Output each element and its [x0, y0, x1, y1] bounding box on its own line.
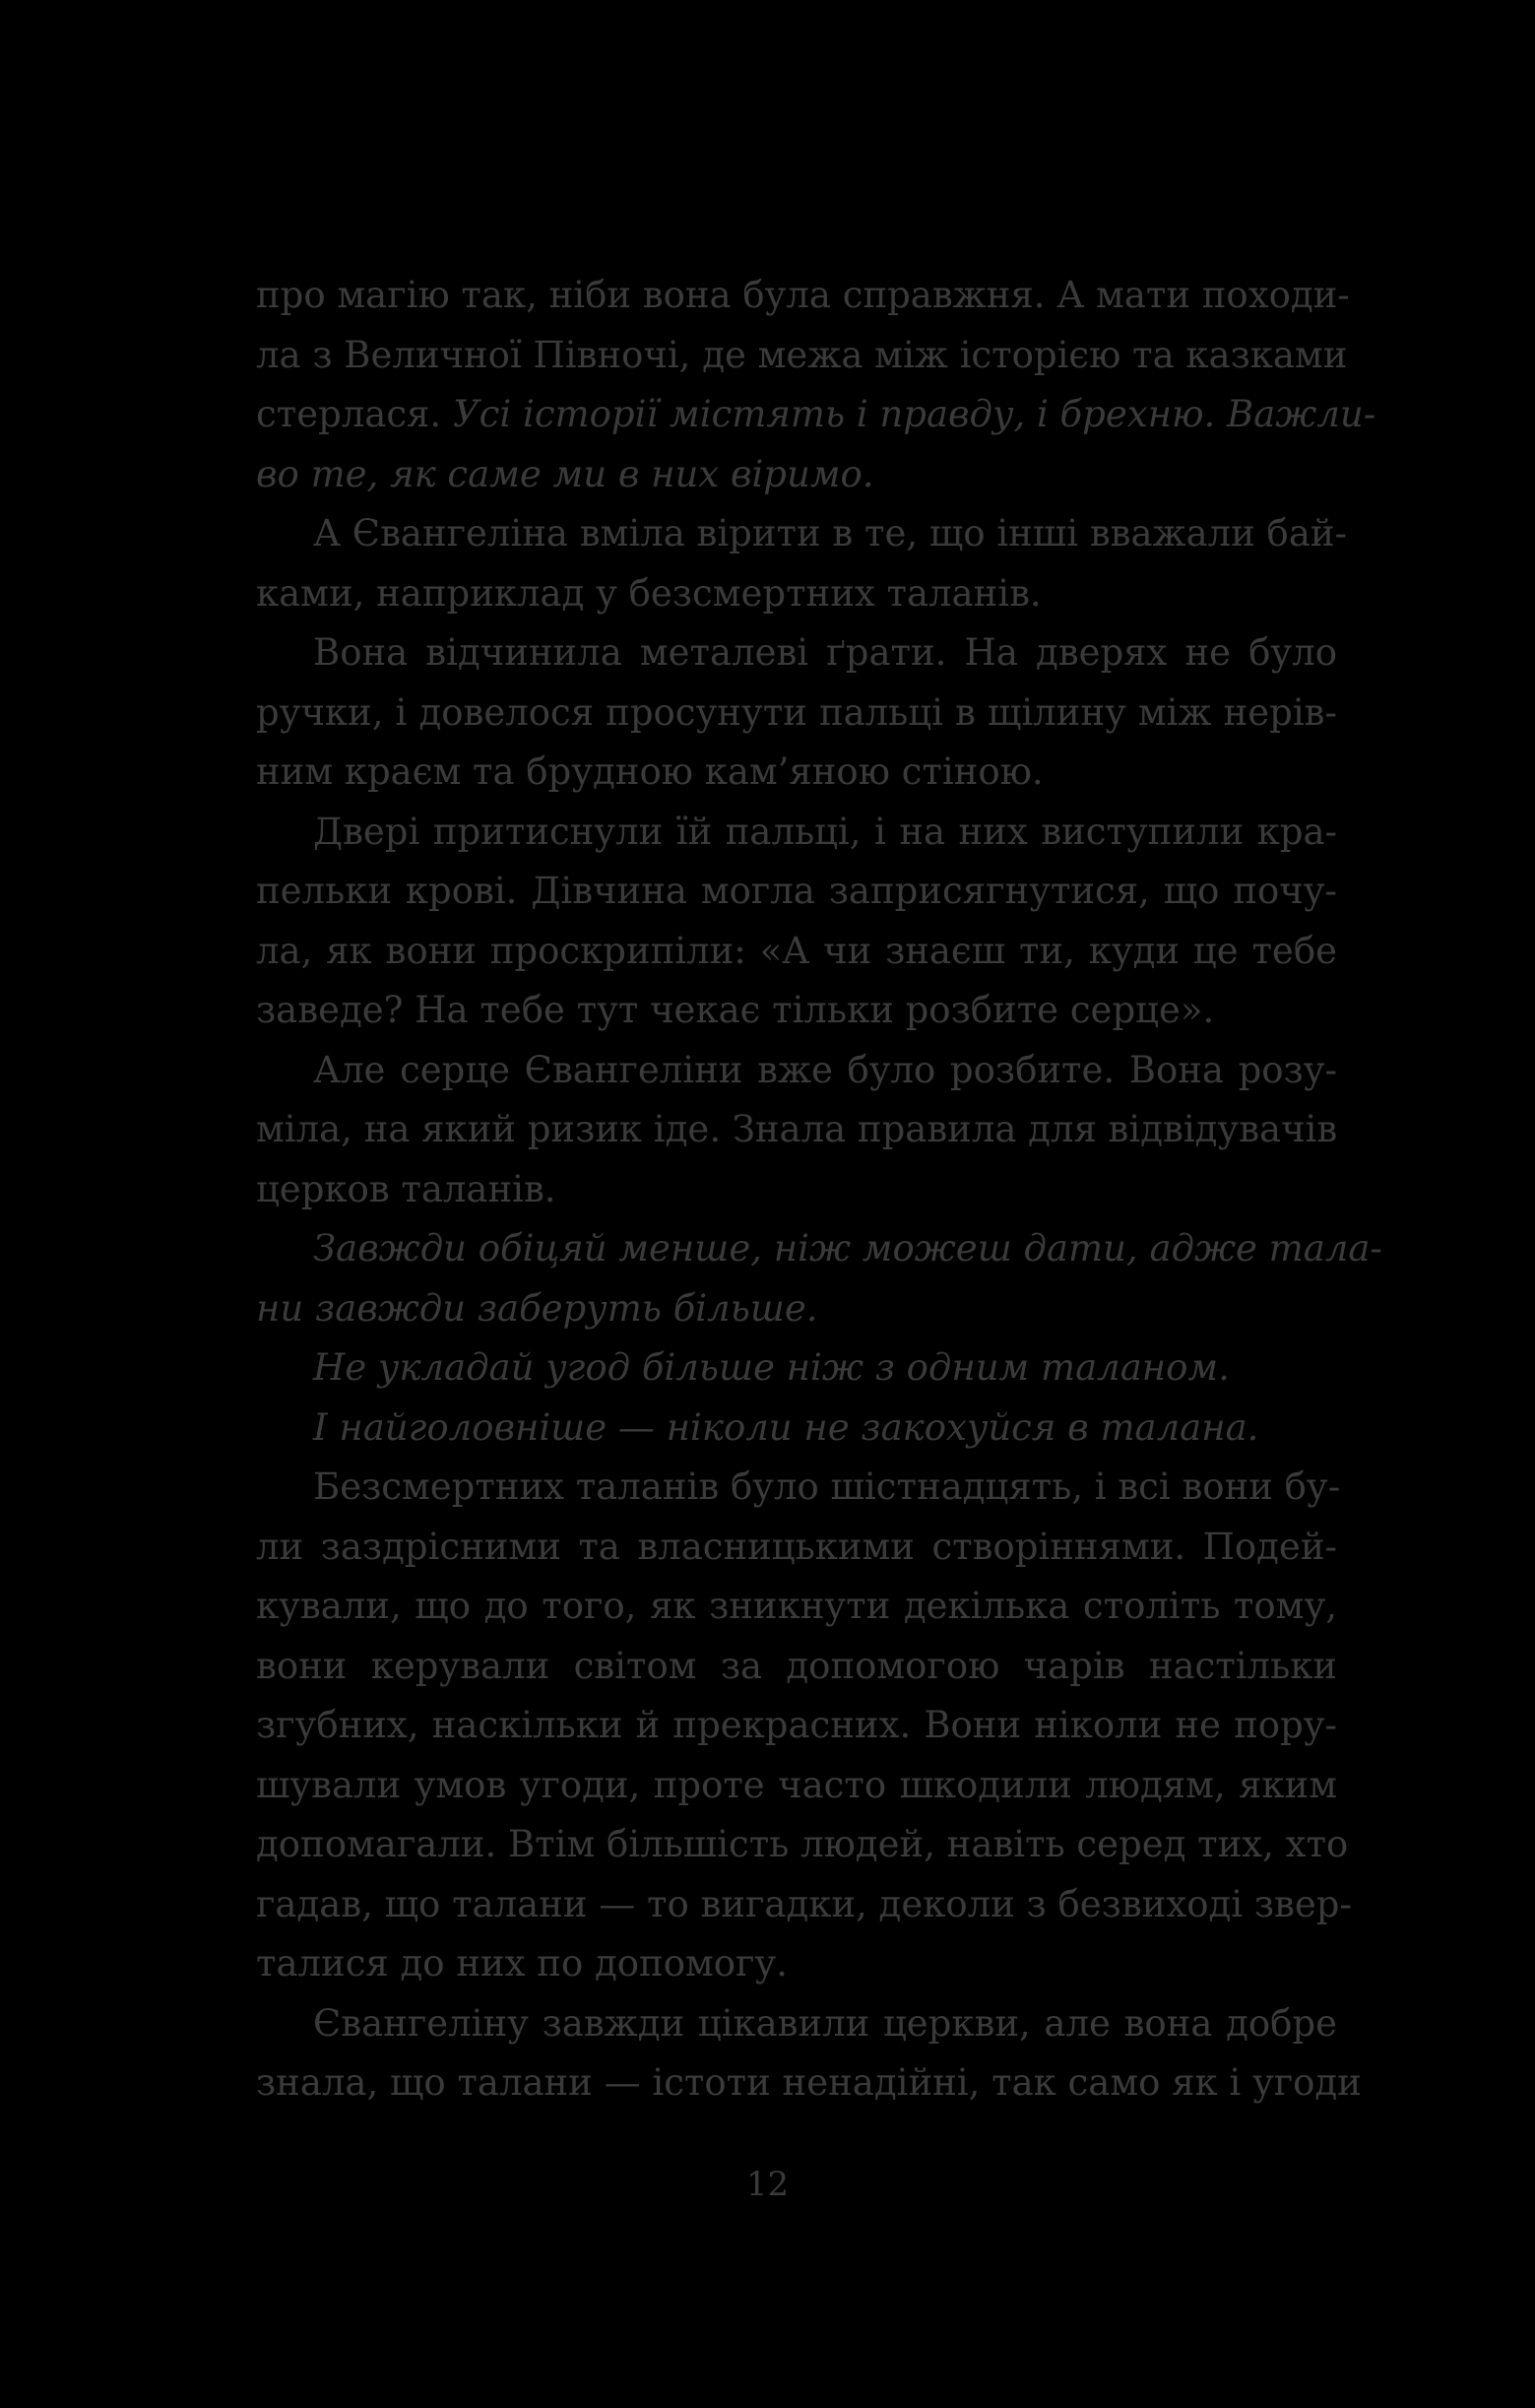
text-run: про магію так, ніби вона була справжня. А мати походи-	[256, 274, 1350, 316]
text-line	[256, 1279, 1337, 1339]
text-run: знала, що талани — істоти ненадійні, так само як і угоди	[256, 2061, 1362, 2104]
text-line	[256, 981, 1337, 1041]
italic-text-run: Завжди обіцяй менше, ніж можеш дати, адже тала-	[313, 1227, 1382, 1269]
text-run: ла з Величної Півночі, де межа між історією та казками	[256, 333, 1348, 376]
page-number: 12	[745, 2165, 790, 2204]
text-run: вони керували світом за допомогою чарів настільки	[256, 1644, 1337, 1687]
text-line	[256, 1934, 1337, 1994]
text-line	[256, 1756, 1337, 1816]
italic-text-run: Не укладай угод більше ніж з одним таланом.	[313, 1346, 1230, 1389]
italic-text-run: І найголовніше — ніколи не закохуйся в талана.	[313, 1405, 1259, 1449]
text-run: гадав, що талани — то вигадки, деколи з безвиході звер-	[256, 1882, 1352, 1925]
text-line	[256, 1577, 1337, 1637]
text-line	[256, 922, 1337, 982]
italic-text-run: Усі історії містять і правду, і брехню. Важли-	[452, 393, 1376, 435]
text-line	[256, 803, 1337, 863]
text-line	[256, 1219, 1382, 1279]
text-run: ла, як вони проскрипіли: «А чи знаєш ти, куди це тебе	[256, 929, 1337, 972]
text-line	[256, 564, 1337, 624]
text-run: шували умов угоди, проте часто шкодили людям, яким	[256, 1763, 1337, 1806]
text-run: ками, наприклад у безсмертних таланів.	[256, 571, 1042, 615]
text-run: ручки, і довелося просунути пальці в щілину між нерів-	[256, 690, 1337, 734]
text-line	[256, 1637, 1337, 1697]
italic-text-run: во те, як саме ми в них віримо.	[256, 452, 874, 495]
text-line	[256, 1518, 1337, 1578]
text-run: заведе? На тебе тут чекає тільки розбите серце».	[256, 989, 1215, 1031]
text-run: А Євангеліна вміла вірити в те, що інші вважали бай-	[313, 512, 1348, 554]
text-line	[256, 1338, 1337, 1399]
italic-text-run: ни завжди заберуть більше.	[256, 1286, 818, 1330]
text-line	[256, 1160, 1337, 1220]
text-run: Євангеліну завжди цікавили церкви, але вона добре	[313, 2001, 1337, 2045]
text-line	[256, 504, 1348, 564]
text-run: Двері притиснули їй пальці, і на них виступили кра-	[313, 810, 1337, 853]
text-line	[256, 683, 1337, 744]
text-line	[256, 743, 1337, 803]
text-run: міла, на який ризик іде. Знала правила для відвідувачів	[256, 1108, 1338, 1150]
text-line	[256, 1399, 1337, 1459]
text-run: допомагали. Втім більшість людей, навіть серед тих, хто	[256, 1823, 1349, 1865]
body-text	[256, 266, 1382, 2114]
text-line	[256, 1041, 1337, 1101]
text-run: згубних, наскільки й прекрасних. Вони ніколи не пору-	[256, 1704, 1337, 1746]
text-run: талися до них по допомогу.	[256, 1942, 788, 1985]
text-line	[256, 1994, 1337, 2054]
text-line	[256, 326, 1348, 386]
text-line	[256, 1458, 1341, 1518]
text-line	[256, 623, 1337, 683]
text-line	[256, 1696, 1337, 1756]
text-line	[256, 862, 1337, 922]
text-run: Безсмертних таланів було шістнадцять, і всі вони бу-	[313, 1465, 1341, 1508]
text-line	[256, 445, 1337, 505]
text-line	[256, 385, 1376, 445]
text-run: пельки крові. Дівчина могла заприсягнутися, що почу-	[256, 870, 1337, 912]
text-run: ли заздрісними та власницькими створіннями. Подей-	[256, 1525, 1337, 1568]
text-run: ним краєм та брудною кам’яною стіною.	[256, 750, 1044, 793]
text-run: церков таланів.	[256, 1167, 556, 1210]
text-run: Але серце Євангеліни вже було розбите. Вона розу-	[313, 1048, 1337, 1091]
text-line	[256, 1875, 1352, 1935]
text-run: кували, що до того, як зникнути декілька століть тому,	[256, 1585, 1337, 1627]
text-line	[256, 1100, 1337, 1160]
text-run: Вона відчинила металеві ґрати. На дверях не було	[313, 631, 1337, 674]
text-line	[256, 1815, 1349, 1875]
text-run: стерлася.	[256, 393, 453, 435]
text-line	[256, 266, 1350, 326]
text-line	[256, 2053, 1362, 2114]
